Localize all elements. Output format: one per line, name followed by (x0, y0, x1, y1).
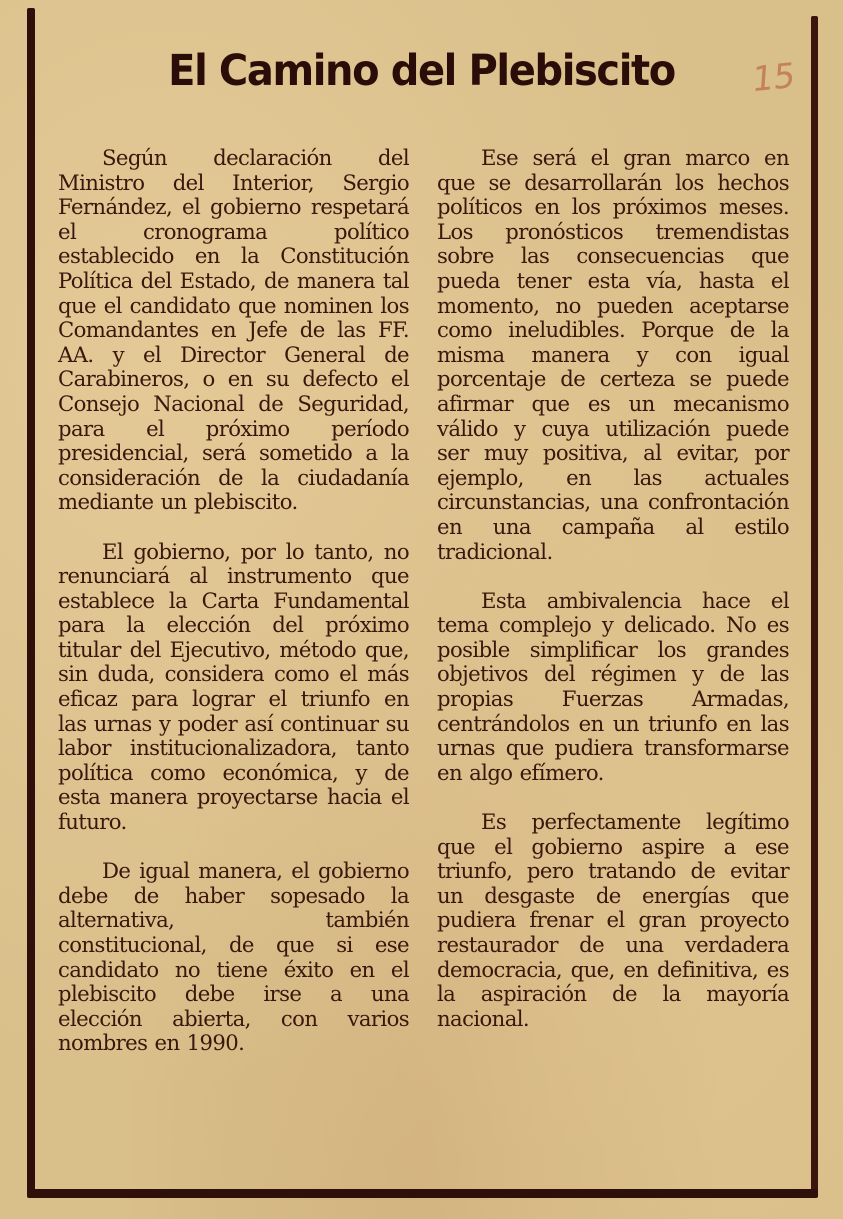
article-column-left (58, 146, 409, 1081)
article-column-right (437, 146, 789, 1056)
article-paragraph: El gobierno, por lo tanto, no renunciará al instrumento que establece la Carta Fundamental para la elección del próximo titular del Ejecutivo, método que, sin duda, considera como el más eficaz para lograr el triunfo en las urnas y poder así continuar su labor institucionalizadora, tanto política como económica, y de esta manera proyectarse hacia el futuro. (58, 538, 409, 835)
article-paragraph: Es perfectamente legítimo que el gobierno aspire a ese triunfo, pero tratando de evitar un desgaste de energías que pudiera frenar el gran proyecto restaurador de una verdadera democracia, que, en definitiva, es la aspiración de la mayoría nacional. (437, 809, 789, 1031)
handwritten-page-number: 15 (750, 55, 797, 101)
article-paragraph: De igual manera, el gobierno debe de haber sopesado la alternativa, también constitucional, de que si ese candidato no tiene éxito en el plebiscito debe irse a una elección abierta, con varios nombres en 1990. (58, 858, 409, 1056)
article-paragraph: Ese será el gran marco en que se desarrollarán los hechos políticos en los próximos meses. Los pronósticos tremendistas sobre las consecuencias que pueda tener esta vía, hasta el momento, no pueden aceptarse como ineludibles. Porque de la misma manera y con igual porcentaje de certeza se puede afirmar que es un mecanismo válido y cuya utilización puede ser muy positiva, al evitar, por ejemplo, en las actuales circunstancias, una confrontación en una campaña al estilo tradicional. (437, 145, 789, 564)
article-paragraph: Esta ambivalencia hace el tema complejo y delicado. No es posible simplificar los grandes objetivos del régimen y de las propias Fuerzas Armadas, centrándolos en un triunfo en las urnas que pudiera transformarse en algo efímero. (437, 587, 789, 785)
frame-right-rule (811, 16, 818, 1196)
article-paragraph: Según declaración del Ministro del Interior, Sergio Fernández, el gobierno respetará el cronograma político establecido en la Constitución Política del Estado, de manera tal que el candidato que nominen los Comandantes en Jefe de las FF. AA. y el Director General de Carabineros, o en su defecto el Consejo Nacional de Seguridad, para el próximo período presidencial, será sometido a la consideración de la ciudadanía mediante un plebiscito. (58, 145, 409, 515)
frame-left-rule (27, 8, 35, 1194)
frame-bottom-rule (27, 1189, 818, 1198)
article-headline: El Camino del Plebiscito (168, 46, 675, 96)
